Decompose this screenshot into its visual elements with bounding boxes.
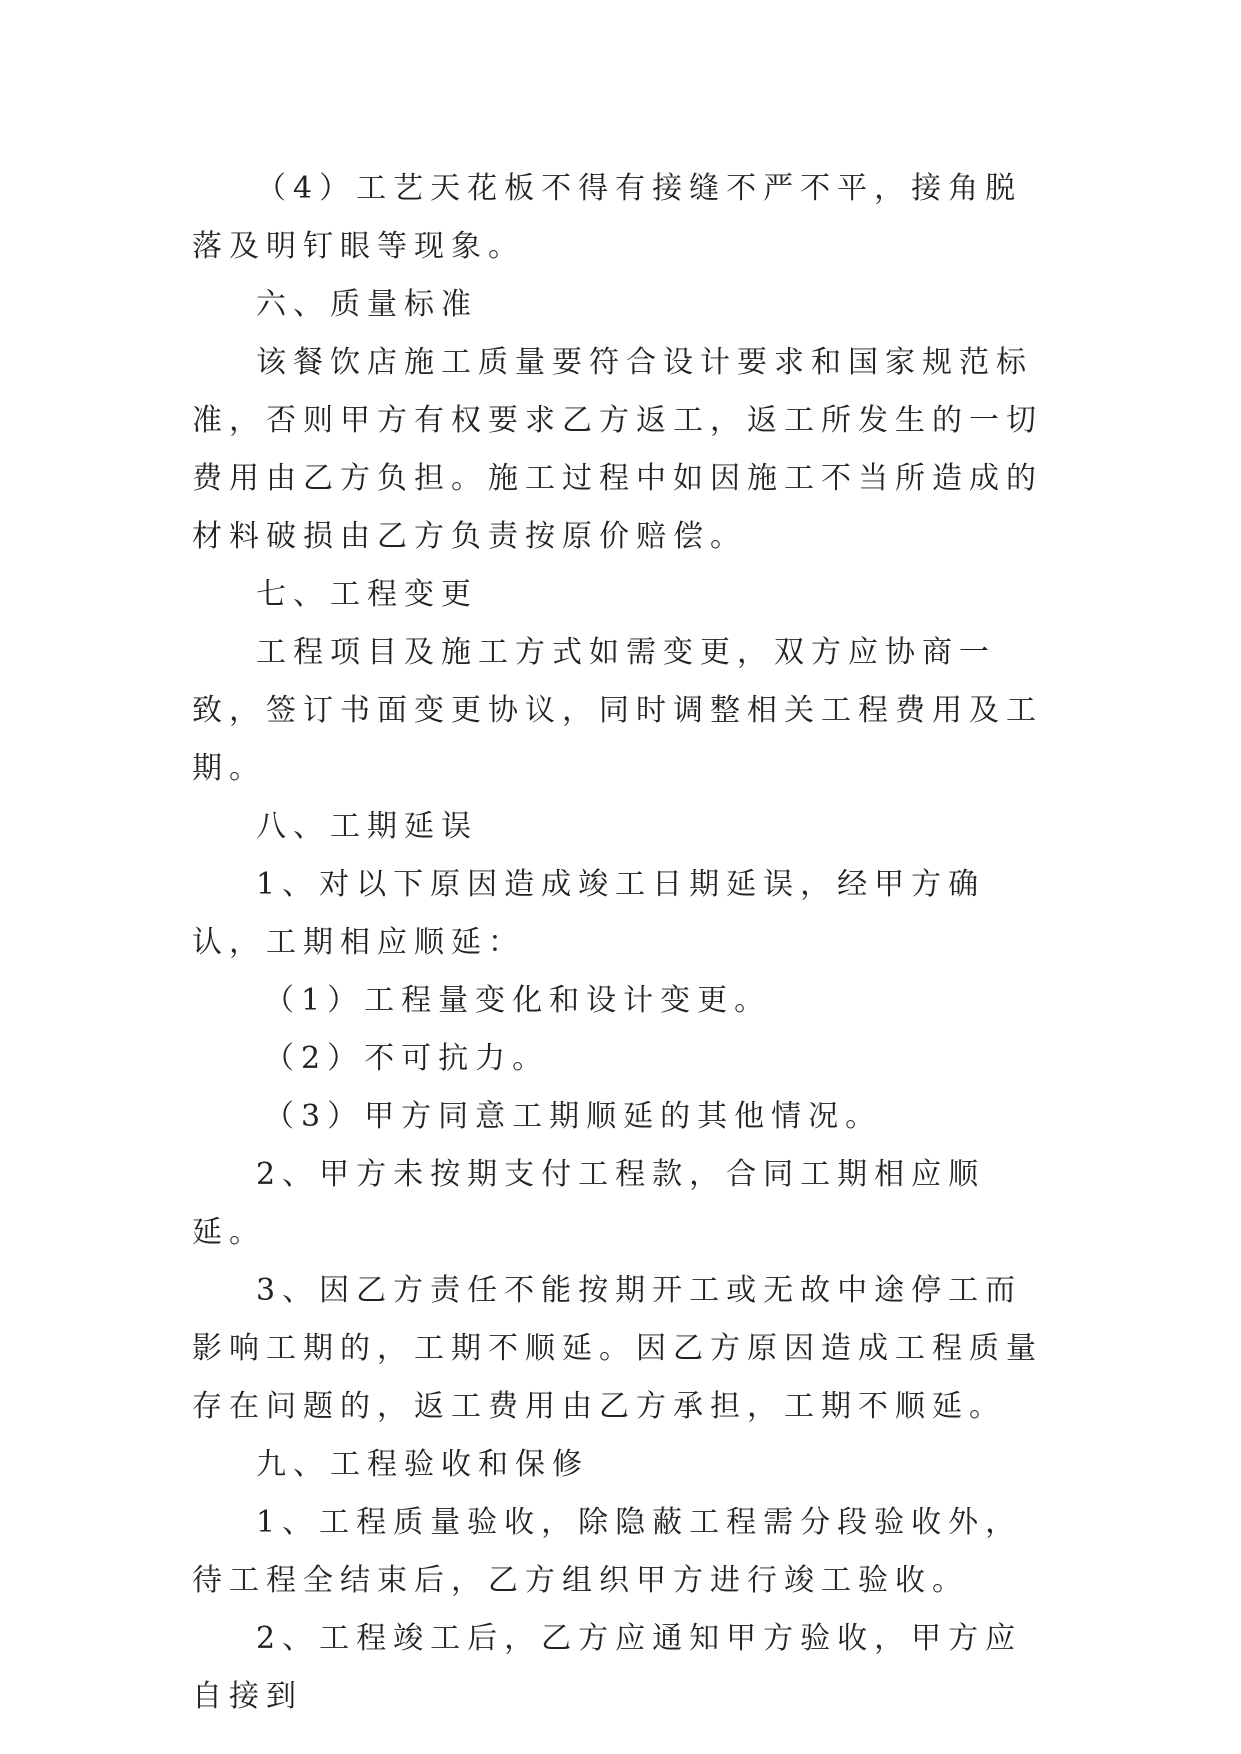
section-heading-acceptance-warranty: 九、工程验收和保修 [256, 1447, 589, 1482]
paragraph-delay-item-1: 1、对以下原因造成竣工日期延误，经甲方确认，工期相应顺延： [192, 867, 986, 960]
paragraph-delay-item-3: 3、因乙方责任不能按期开工或无故中途停工而影响工期的，工期不顺延。因乙方原因造成工程质量存在问题的，返工费用由乙方承担，工期不顺延。 [192, 1273, 1043, 1424]
paragraph-acceptance-item-1: 1、工程质量验收，除隐蔽工程需分段验收外，待工程全结束后，乙方组织甲方进行竣工验收。 [192, 1505, 1023, 1598]
section-heading-schedule-delay: 八、工期延误 [256, 809, 478, 844]
paragraph-delay-sub-3: （3）甲方同意工期顺延的其他情况。 [264, 1099, 883, 1134]
paragraph-delay-sub-2: （2）不可抗力。 [264, 1041, 550, 1076]
paragraph-quality-standard: 该餐饮店施工质量要符合设计要求和国家规范标准，否则甲方有权要求乙方返工，返工所发生的一切费用由乙方负担。施工过程中如因施工不当所造成的材料破损由乙方负责按原价赔偿。 [192, 345, 1043, 554]
section-heading-project-change: 七、工程变更 [256, 577, 478, 612]
section-heading-quality-standard: 六、质量标准 [256, 287, 478, 322]
paragraph-delay-item-2: 2、甲方未按期支付工程款，合同工期相应顺延。 [192, 1157, 986, 1250]
paragraph-project-change: 工程项目及施工方式如需变更，双方应协商一致，签订书面变更协议，同时调整相关工程费用及工期。 [192, 635, 1043, 786]
document-body [192, 160, 1052, 1726]
paragraph-acceptance-item-2: 2、工程竣工后，乙方应通知甲方验收，甲方应自接到 [192, 1621, 1023, 1714]
paragraph-delay-sub-1: （1）工程量变化和设计变更。 [264, 983, 772, 1018]
paragraph-ceiling-requirement: （4）工艺天花板不得有接缝不严不平，接角脱落及明钉眼等现象。 [192, 171, 1023, 264]
